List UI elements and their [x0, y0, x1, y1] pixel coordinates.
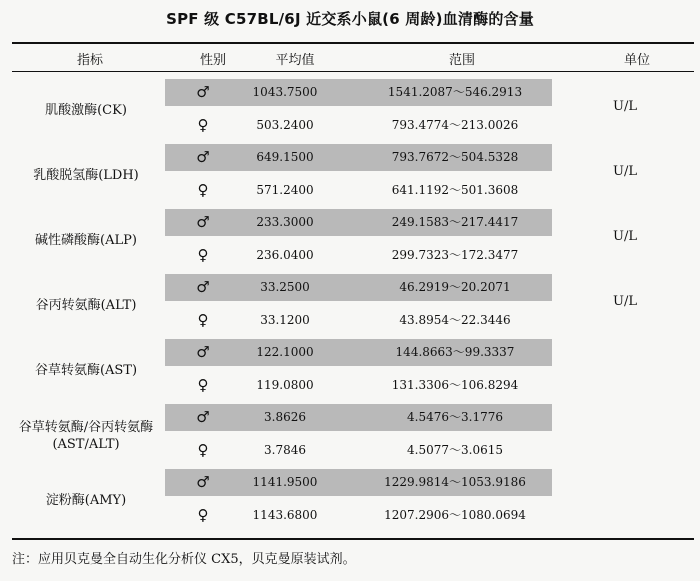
unit-label: U/L	[613, 294, 637, 309]
female-symbol: ♀	[197, 180, 209, 199]
range-value: 1541.2087～546.2913	[387, 85, 523, 99]
range-value: 4.5476～3.1776	[407, 410, 503, 424]
bottom-rule	[12, 538, 694, 540]
male-symbol: ♂	[196, 343, 210, 361]
header-rule	[12, 71, 694, 72]
unit-label: U/L	[613, 229, 637, 244]
range-value: 249.1583～217.4417	[391, 215, 519, 229]
female-symbol: ♀	[197, 310, 209, 329]
header-unit: 单位	[623, 53, 650, 68]
range-value: 4.5077～3.0615	[407, 442, 503, 457]
male-symbol: ♂	[196, 408, 210, 426]
range-value: 1229.9814～1053.9186	[384, 475, 526, 489]
range-value: 1207.2906～1080.0694	[384, 507, 526, 522]
male-symbol: ♂	[196, 473, 210, 491]
range-value: 144.8663～99.3337	[395, 345, 515, 359]
range-value: 793.7672～504.5328	[391, 150, 519, 164]
table-header	[12, 44, 694, 71]
footnote: 注：应用贝克曼全自动生化分析仪 CX5，贝克曼原装试剂。	[12, 552, 356, 567]
mean-value: 571.2400	[256, 182, 314, 197]
male-symbol: ♂	[196, 213, 210, 231]
mean-value: 3.7846	[264, 442, 306, 457]
male-symbol: ♂	[196, 278, 210, 296]
mean-value: 236.0400	[256, 247, 314, 262]
header-range: 范围	[448, 53, 475, 68]
mean-value: 119.0800	[256, 377, 314, 392]
mean-value: 503.2400	[256, 117, 314, 132]
header-indicator: 指标	[76, 53, 103, 68]
female-symbol: ♀	[197, 115, 209, 134]
female-symbol: ♀	[197, 440, 209, 459]
mean-value: 1141.9500	[252, 475, 318, 489]
range-value: 46.2919～20.2071	[399, 280, 511, 294]
mean-value: 33.2500	[260, 280, 310, 294]
mean-value: 233.3000	[256, 215, 314, 229]
range-value: 641.1192～501.3608	[391, 182, 519, 197]
range-value: 131.3306～106.8294	[391, 377, 519, 392]
mean-value: 33.1200	[260, 312, 310, 327]
male-symbol: ♂	[196, 148, 210, 166]
header-sex: 性别	[199, 53, 226, 68]
indicator-name: 乳酸脱氢酶(LDH)	[33, 168, 139, 183]
indicator-name: 谷丙转氨酶(ALT)	[35, 298, 137, 313]
unit-label: U/L	[613, 164, 637, 179]
table-title: SPF 级 C57BL/6J 近交系小鼠(6 周龄)血清酶的含量	[166, 10, 534, 28]
unit-label: U/L	[613, 99, 637, 114]
range-value: 299.7323～172.3477	[391, 247, 519, 262]
mean-value: 1143.6800	[252, 507, 318, 522]
mean-value: 122.1000	[256, 345, 314, 359]
range-value: 793.4774～213.0026	[391, 117, 519, 132]
indicator-name: 肌酸激酶(CK)	[45, 103, 127, 118]
female-symbol: ♀	[197, 245, 209, 264]
mean-value: 649.1500	[256, 150, 314, 164]
indicator-name: 谷草转氨酶/谷丙转氨酶 (AST/ALT)	[18, 420, 154, 452]
male-symbol: ♂	[196, 83, 210, 101]
range-value: 43.8954～22.3446	[399, 312, 511, 327]
female-symbol: ♀	[197, 505, 209, 524]
header-mean: 平均值	[275, 53, 315, 68]
mean-value: 1043.7500	[252, 85, 318, 99]
indicator-name: 碱性磷酸酶(ALP)	[35, 233, 137, 248]
mean-value: 3.8626	[264, 410, 306, 424]
indicator-name: 谷草转氨酶(AST)	[34, 363, 138, 378]
indicator-name: 淀粉酶(AMY)	[45, 493, 127, 508]
female-symbol: ♀	[197, 375, 209, 394]
